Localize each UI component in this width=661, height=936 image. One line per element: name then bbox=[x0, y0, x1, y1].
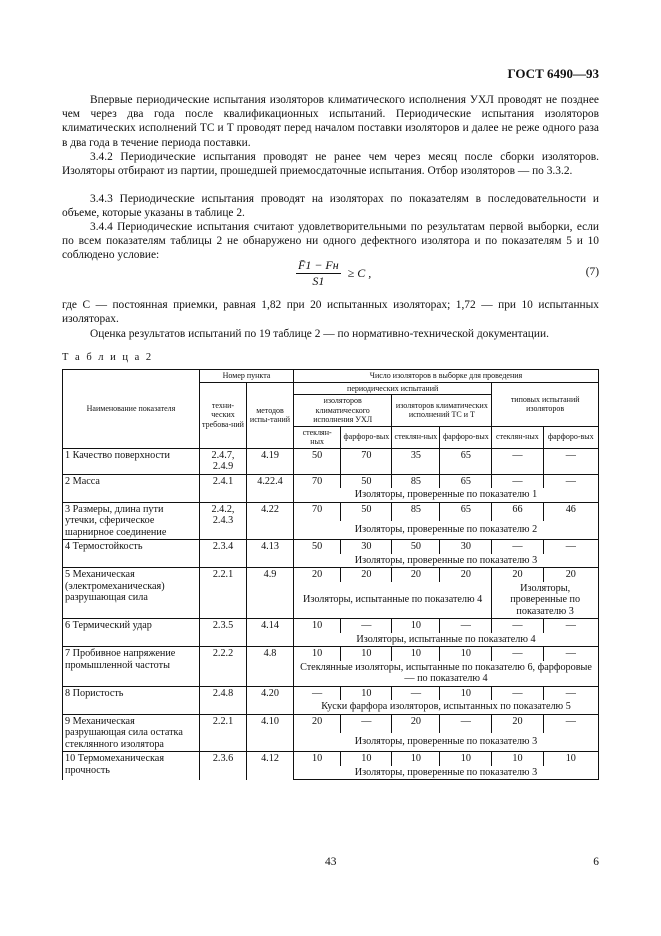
row-value: 10 bbox=[492, 752, 543, 766]
row-value: 20 bbox=[294, 714, 341, 733]
document-code: ГОСТ 6490—93 bbox=[507, 66, 599, 81]
row-method: 4.14 bbox=[247, 619, 294, 647]
row-value: 10 bbox=[392, 647, 440, 661]
row-value: 70 bbox=[294, 502, 341, 521]
row-tech-req: 2.4.7, 2.4.9 bbox=[200, 448, 247, 474]
row-value: — bbox=[341, 619, 392, 633]
formula-condition: ≥ C , bbox=[347, 266, 372, 280]
row-name: 9 Механическая разрушающая сила остатка стеклянного изолятора bbox=[63, 714, 200, 752]
row-value: — bbox=[543, 474, 598, 488]
table-row bbox=[63, 540, 599, 554]
col-header-uhl: изоляторов климатического исполнения УХЛ bbox=[294, 395, 392, 427]
row-value: 30 bbox=[440, 540, 492, 554]
row-value: — bbox=[492, 540, 543, 554]
row-method: 4.8 bbox=[247, 647, 294, 687]
col-header-type-tests: типовых испытаний изоляторов bbox=[492, 382, 599, 426]
formula-denominator: S1 bbox=[312, 274, 325, 288]
row-value: 50 bbox=[392, 540, 440, 554]
table-row bbox=[63, 474, 599, 488]
col-header-sample: Число изоляторов в выборке для проведения bbox=[294, 370, 599, 383]
row-value: 85 bbox=[392, 502, 440, 521]
col-header-name: Наименование показателя bbox=[63, 370, 200, 449]
sheet-number: 6 bbox=[593, 856, 599, 868]
row-note-periodic: Изоляторы, испытанные по показателю 4 bbox=[294, 582, 492, 619]
row-name: 8 Пористость bbox=[63, 686, 200, 714]
row-value: 20 bbox=[440, 568, 492, 582]
col-header-ts-t: изоляторов климатических исполнений ТС и Т bbox=[392, 395, 492, 427]
table-row bbox=[63, 568, 599, 582]
row-value: 20 bbox=[294, 568, 341, 582]
row-method: 4.20 bbox=[247, 686, 294, 714]
row-value: — bbox=[392, 686, 440, 700]
row-value: — bbox=[492, 448, 543, 474]
row-value: — bbox=[440, 714, 492, 733]
row-value: — bbox=[492, 647, 543, 661]
table-row bbox=[63, 619, 599, 633]
row-name: 6 Термический удар bbox=[63, 619, 200, 647]
table-row bbox=[63, 714, 599, 733]
table-2 bbox=[62, 369, 599, 780]
row-tech-req: 2.3.6 bbox=[200, 752, 247, 780]
col-header-porcelain: фарфоро-вых bbox=[341, 426, 392, 448]
row-value: 50 bbox=[341, 474, 392, 488]
table-row bbox=[63, 448, 599, 474]
row-value: — bbox=[492, 686, 543, 700]
paragraph-3-4-4: 3.4.4 Периодические испытания считают удовлетворительными по результатам первой выборки, если по всем показателям таблицы 2 не обнаружено ни одного дефектного изолятора и по показателям 5 и 10 соблюдено условие: bbox=[62, 221, 599, 262]
row-name: 5 Механическая (электромеханическая) разрушающая сила bbox=[63, 568, 200, 619]
row-note: Изоляторы, проверенные по показателю 2 bbox=[294, 521, 599, 540]
paragraph-1: Впервые периодические испытания изоляторов климатического исполнения УХЛ проводят не позднее чем через два года после квалификационных испытаний. Периодические испытания изоляторов климатических исполнений ТС и Т проводят перед началом поставки изоляторов и далее не реже одного раза в два года в течение периода поставки. bbox=[62, 94, 599, 149]
row-value: — bbox=[543, 714, 598, 733]
row-value: 65 bbox=[440, 502, 492, 521]
row-name: 4 Термостойкость bbox=[63, 540, 200, 568]
row-value: 10 bbox=[341, 686, 392, 700]
row-method: 4.10 bbox=[247, 714, 294, 752]
table-caption: Т а б л и ц а 2 bbox=[62, 352, 154, 363]
row-value: — bbox=[543, 686, 598, 700]
row-tech-req: 2.3.4 bbox=[200, 540, 247, 568]
row-name: 7 Пробивное напряжение промышленной частоты bbox=[63, 647, 200, 687]
row-value: 10 bbox=[440, 647, 492, 661]
col-header-item-no: Номер пункта bbox=[200, 370, 294, 383]
row-value: 35 bbox=[392, 448, 440, 474]
row-value: 20 bbox=[341, 568, 392, 582]
row-tech-req: 2.2.2 bbox=[200, 647, 247, 687]
row-value: 30 bbox=[341, 540, 392, 554]
row-tech-req: 2.4.8 bbox=[200, 686, 247, 714]
row-value: 65 bbox=[440, 474, 492, 488]
row-method: 4.19 bbox=[247, 448, 294, 474]
row-method: 4.13 bbox=[247, 540, 294, 568]
assessment-text: Оценка результатов испытаний по 19 таблице 2 — по нормативно-технической документации. bbox=[90, 328, 549, 340]
row-note: Стеклянные изоляторы, испытанные по показателю 6, фарфоровые — по показателю 4 bbox=[294, 661, 599, 687]
row-value: — bbox=[543, 647, 598, 661]
row-value: 46 bbox=[543, 502, 598, 521]
paragraph-3-4-3: 3.4.3 Периодические испытания проводят на изоляторах по показателям в последовательности и объеме, которые указаны в таблице 2. bbox=[62, 193, 599, 220]
row-value: 50 bbox=[341, 502, 392, 521]
row-value: 20 bbox=[392, 568, 440, 582]
row-value: 66 bbox=[492, 502, 543, 521]
row-value: — bbox=[543, 448, 598, 474]
col-header-tech-req: техни-ческих требова-ний bbox=[200, 382, 247, 448]
page-number: 43 bbox=[325, 856, 337, 868]
row-value: 10 bbox=[392, 752, 440, 766]
row-tech-req: 2.4.1 bbox=[200, 474, 247, 502]
col-header-methods: методов испы-таний bbox=[247, 382, 294, 448]
row-value: 70 bbox=[294, 474, 341, 488]
row-name: 3 Размеры, длина пути утечки, сферическое шарнирное соединение bbox=[63, 502, 200, 540]
row-value: — bbox=[543, 619, 598, 633]
row-value: 20 bbox=[543, 568, 598, 582]
row-value: 10 bbox=[543, 752, 598, 766]
col-header-porcelain: фарфоро-вых bbox=[440, 426, 492, 448]
row-value: — bbox=[543, 540, 598, 554]
row-note: Изоляторы, проверенные по показателю 3 bbox=[294, 733, 599, 752]
row-value: — bbox=[440, 619, 492, 633]
row-value: 65 bbox=[440, 448, 492, 474]
row-tech-req: 2.2.1 bbox=[200, 568, 247, 619]
col-header-glass: стеклян-ных bbox=[294, 426, 341, 448]
col-header-glass: стеклян-ных bbox=[392, 426, 440, 448]
row-value: 10 bbox=[440, 686, 492, 700]
row-value: 10 bbox=[294, 619, 341, 633]
table-row bbox=[63, 502, 599, 521]
row-value: 85 bbox=[392, 474, 440, 488]
row-method: 4.22 bbox=[247, 502, 294, 540]
formula-number: (7) bbox=[585, 266, 599, 278]
row-method: 4.22.4 bbox=[247, 474, 294, 502]
col-header-glass: стеклян-ных bbox=[492, 426, 543, 448]
table-row bbox=[63, 752, 599, 766]
row-note: Изоляторы, проверенные по показателю 3 bbox=[294, 766, 599, 780]
row-note: Изоляторы, испытанные по показателю 4 bbox=[294, 633, 599, 647]
row-value: 10 bbox=[392, 619, 440, 633]
row-tech-req: 2.4.2, 2.4.3 bbox=[200, 502, 247, 540]
row-name: 10 Термомеханическая прочность bbox=[63, 752, 200, 780]
row-note: Куски фарфора изоляторов, испытанных по показателю 5 bbox=[294, 700, 599, 714]
col-header-porcelain: фарфоро-вых bbox=[543, 426, 598, 448]
row-name: 1 Качество поверхности bbox=[63, 448, 200, 474]
table-row bbox=[63, 647, 599, 661]
row-value: 20 bbox=[492, 568, 543, 582]
row-note-type: Изоляторы, проверенные по показателю 3 bbox=[492, 582, 599, 619]
row-value: 10 bbox=[341, 752, 392, 766]
row-value: 10 bbox=[294, 752, 341, 766]
formula-7 bbox=[296, 258, 371, 289]
row-method: 4.9 bbox=[247, 568, 294, 619]
row-note: Изоляторы, проверенные по показателю 1 bbox=[294, 488, 599, 502]
row-value: — bbox=[492, 619, 543, 633]
row-note: Изоляторы, проверенные по показателю 3 bbox=[294, 554, 599, 568]
row-method: 4.12 bbox=[247, 752, 294, 780]
table-row bbox=[63, 686, 599, 700]
row-tech-req: 2.3.5 bbox=[200, 619, 247, 647]
row-value: 20 bbox=[392, 714, 440, 733]
row-name: 2 Масса bbox=[63, 474, 200, 502]
row-value: 10 bbox=[294, 647, 341, 661]
col-header-periodic: периодических испытаний bbox=[294, 382, 492, 395]
row-value: — bbox=[294, 686, 341, 700]
row-value: 10 bbox=[440, 752, 492, 766]
row-value: 20 bbox=[492, 714, 543, 733]
formula-numerator: F̄1 − Fн bbox=[298, 258, 339, 272]
row-value: 50 bbox=[294, 448, 341, 474]
paragraph-3-4-2: 3.4.2 Периодические испытания проводят не ранее чем через месяц после сборки изоляторов. Изоляторы отбирают из партии, прошедшей приемосдаточные испытания. Отбор изоляторов — по 3.3.2. bbox=[62, 151, 599, 178]
row-value: 50 bbox=[294, 540, 341, 554]
row-value: — bbox=[492, 474, 543, 488]
row-tech-req: 2.2.1 bbox=[200, 714, 247, 752]
row-value: 70 bbox=[341, 448, 392, 474]
row-value: 10 bbox=[341, 647, 392, 661]
constant-definition: где C — постоянная приемки, равная 1,82 при 20 испытанных изоляторах; 1,72 — при 10 испытанных изоляторах. bbox=[62, 299, 599, 326]
row-value: — bbox=[341, 714, 392, 733]
